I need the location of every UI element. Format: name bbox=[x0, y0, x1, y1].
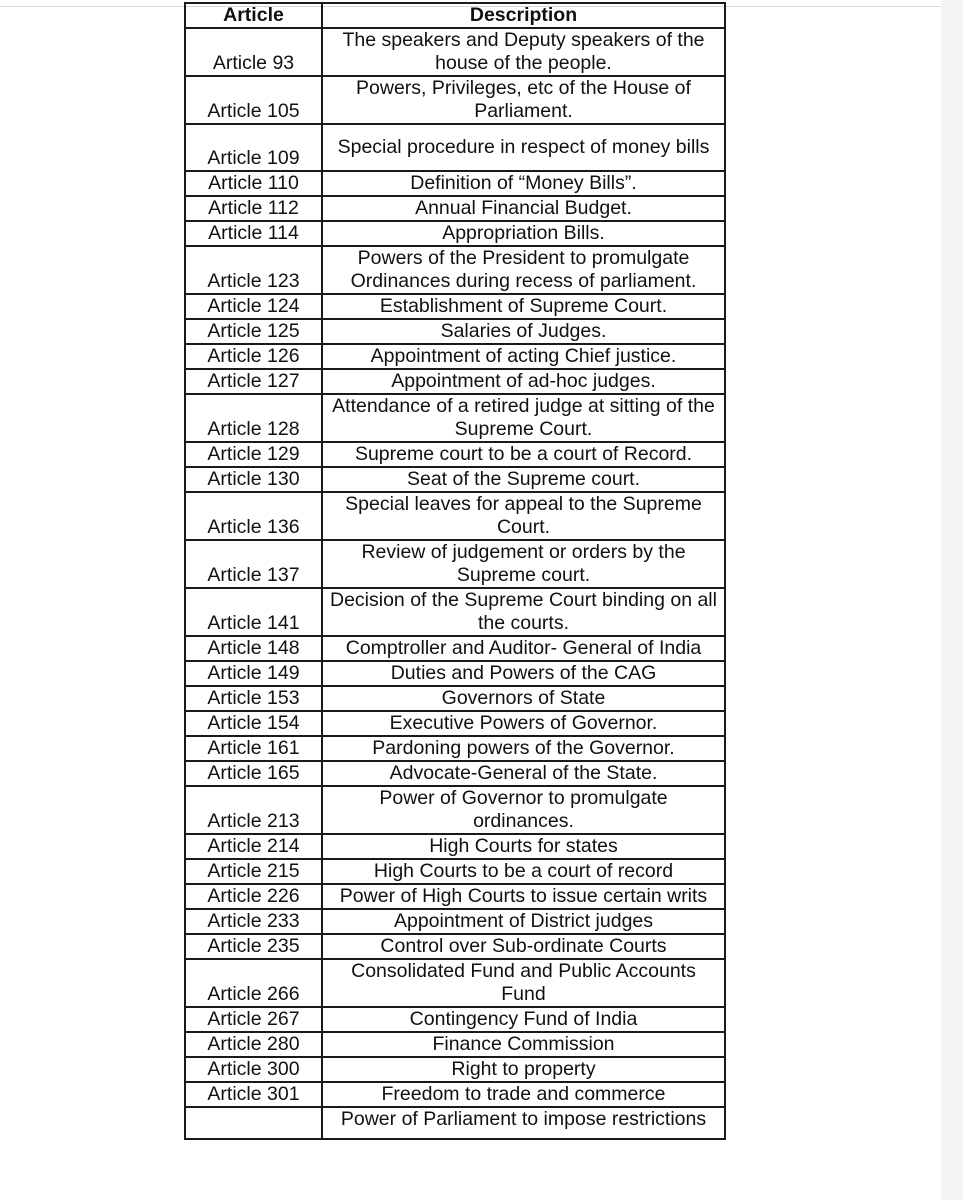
table-row bbox=[185, 1057, 725, 1082]
article-description-cell: Appropriation Bills. bbox=[322, 221, 725, 246]
article-number-cell: Article 280 bbox=[185, 1032, 322, 1057]
article-description-cell: Powers, Privileges, etc of the House of Parliament. bbox=[322, 76, 725, 124]
article-description-cell: Attendance of a retired judge at sitting of the Supreme Court. bbox=[322, 394, 725, 442]
article-description-cell: Right to property bbox=[322, 1057, 725, 1082]
article-number-cell: Article 124 bbox=[185, 294, 322, 319]
article-number-cell: Article 226 bbox=[185, 884, 322, 909]
articles-table bbox=[184, 2, 726, 1140]
table-row bbox=[185, 124, 725, 171]
article-description-cell: Power of Parliament to impose restrictions bbox=[322, 1107, 725, 1139]
article-description-cell: Appointment of acting Chief justice. bbox=[322, 344, 725, 369]
article-description-cell: Finance Commission bbox=[322, 1032, 725, 1057]
table-row bbox=[185, 959, 725, 1007]
article-description-cell: Freedom to trade and commerce bbox=[322, 1082, 725, 1107]
table-row bbox=[185, 442, 725, 467]
article-description-cell: Appointment of District judges bbox=[322, 909, 725, 934]
article-description-cell: Seat of the Supreme court. bbox=[322, 467, 725, 492]
table-row bbox=[185, 28, 725, 76]
article-description-cell: Duties and Powers of the CAG bbox=[322, 661, 725, 686]
table-row bbox=[185, 588, 725, 636]
article-description-cell: Review of judgement or orders by the Supreme court. bbox=[322, 540, 725, 588]
article-number-cell: Article 126 bbox=[185, 344, 322, 369]
table-row bbox=[185, 467, 725, 492]
article-number-cell: Article 128 bbox=[185, 394, 322, 442]
table-row bbox=[185, 834, 725, 859]
article-number-cell: Article 161 bbox=[185, 736, 322, 761]
table-row bbox=[185, 884, 725, 909]
table-row bbox=[185, 909, 725, 934]
article-description-cell: Annual Financial Budget. bbox=[322, 196, 725, 221]
article-number-cell: Article 112 bbox=[185, 196, 322, 221]
article-description-cell: High Courts to be a court of record bbox=[322, 859, 725, 884]
article-description-cell: Definition of “Money Bills”. bbox=[322, 171, 725, 196]
article-description-cell: Contingency Fund of India bbox=[322, 1007, 725, 1032]
article-number-cell: Article 110 bbox=[185, 171, 322, 196]
table-row bbox=[185, 934, 725, 959]
article-description-cell: Salaries of Judges. bbox=[322, 319, 725, 344]
article-description-cell: Governors of State bbox=[322, 686, 725, 711]
article-number-cell: Article 165 bbox=[185, 761, 322, 786]
article-number-cell: Article 137 bbox=[185, 540, 322, 588]
table-row bbox=[185, 1107, 725, 1139]
article-number-cell: Article 153 bbox=[185, 686, 322, 711]
page-right-margin bbox=[941, 0, 963, 1200]
article-number-cell: Article 300 bbox=[185, 1057, 322, 1082]
article-description-cell: Power of Governor to promulgate ordinances. bbox=[322, 786, 725, 834]
table-row bbox=[185, 246, 725, 294]
table-row bbox=[185, 196, 725, 221]
table-row bbox=[185, 1007, 725, 1032]
table-row bbox=[185, 736, 725, 761]
table-row bbox=[185, 636, 725, 661]
article-number-cell: Article 141 bbox=[185, 588, 322, 636]
article-description-cell: Decision of the Supreme Court binding on all the courts. bbox=[322, 588, 725, 636]
table-row bbox=[185, 661, 725, 686]
table-row bbox=[185, 171, 725, 196]
table-row bbox=[185, 394, 725, 442]
article-description-cell: Comptroller and Auditor- General of India bbox=[322, 636, 725, 661]
header-row bbox=[185, 3, 725, 28]
table-row bbox=[185, 1032, 725, 1057]
article-description-cell: Establishment of Supreme Court. bbox=[322, 294, 725, 319]
article-number-cell: Article 215 bbox=[185, 859, 322, 884]
table-row bbox=[185, 319, 725, 344]
article-description-cell: Special procedure in respect of money bills bbox=[322, 124, 725, 171]
table-row bbox=[185, 761, 725, 786]
article-description-cell: Executive Powers of Governor. bbox=[322, 711, 725, 736]
article-description-cell: The speakers and Deputy speakers of the house of the people. bbox=[322, 28, 725, 76]
article-number-cell: Article 136 bbox=[185, 492, 322, 540]
article-description-cell: Pardoning powers of the Governor. bbox=[322, 736, 725, 761]
article-number-cell: Article 233 bbox=[185, 909, 322, 934]
table-row bbox=[185, 540, 725, 588]
table-row bbox=[185, 711, 725, 736]
table-row bbox=[185, 76, 725, 124]
article-description-cell: High Courts for states bbox=[322, 834, 725, 859]
article-number-cell: Article 109 bbox=[185, 124, 322, 171]
table-row bbox=[185, 492, 725, 540]
article-number-cell: Article 266 bbox=[185, 959, 322, 1007]
article-number-cell: Article 129 bbox=[185, 442, 322, 467]
article-number-cell: Article 130 bbox=[185, 467, 322, 492]
article-number-cell: Article 125 bbox=[185, 319, 322, 344]
article-description-cell: Special leaves for appeal to the Supreme Court. bbox=[322, 492, 725, 540]
article-column-header: Article bbox=[185, 3, 322, 28]
article-number-cell: Article 123 bbox=[185, 246, 322, 294]
table-row bbox=[185, 786, 725, 834]
article-number-cell: Article 154 bbox=[185, 711, 322, 736]
article-number-cell: Article 214 bbox=[185, 834, 322, 859]
article-description-cell: Appointment of ad-hoc judges. bbox=[322, 369, 725, 394]
article-description-cell: Control over Sub-ordinate Courts bbox=[322, 934, 725, 959]
table-row bbox=[185, 369, 725, 394]
article-number-cell: Article 213 bbox=[185, 786, 322, 834]
article-description-cell: Consolidated Fund and Public Accounts Fund bbox=[322, 959, 725, 1007]
article-number-cell: Article 114 bbox=[185, 221, 322, 246]
description-column-header: Description bbox=[322, 3, 725, 28]
table-row bbox=[185, 859, 725, 884]
article-number-cell: Article 127 bbox=[185, 369, 322, 394]
article-number-cell: Article 235 bbox=[185, 934, 322, 959]
article-description-cell: Advocate-General of the State. bbox=[322, 761, 725, 786]
article-description-cell: Power of High Courts to issue certain writs bbox=[322, 884, 725, 909]
table-row bbox=[185, 686, 725, 711]
article-number-cell: Article 267 bbox=[185, 1007, 322, 1032]
table-row bbox=[185, 294, 725, 319]
table-row bbox=[185, 221, 725, 246]
article-number-cell: Article 149 bbox=[185, 661, 322, 686]
article-number-cell: Article 148 bbox=[185, 636, 322, 661]
article-number-cell: Article 301 bbox=[185, 1082, 322, 1107]
article-description-cell: Supreme court to be a court of Record. bbox=[322, 442, 725, 467]
article-number-cell bbox=[185, 1107, 322, 1139]
article-number-cell: Article 105 bbox=[185, 76, 322, 124]
article-description-cell: Powers of the President to promulgate Ordinances during recess of parliament. bbox=[322, 246, 725, 294]
table-row bbox=[185, 344, 725, 369]
table-row bbox=[185, 1082, 725, 1107]
article-number-cell: Article 93 bbox=[185, 28, 322, 76]
